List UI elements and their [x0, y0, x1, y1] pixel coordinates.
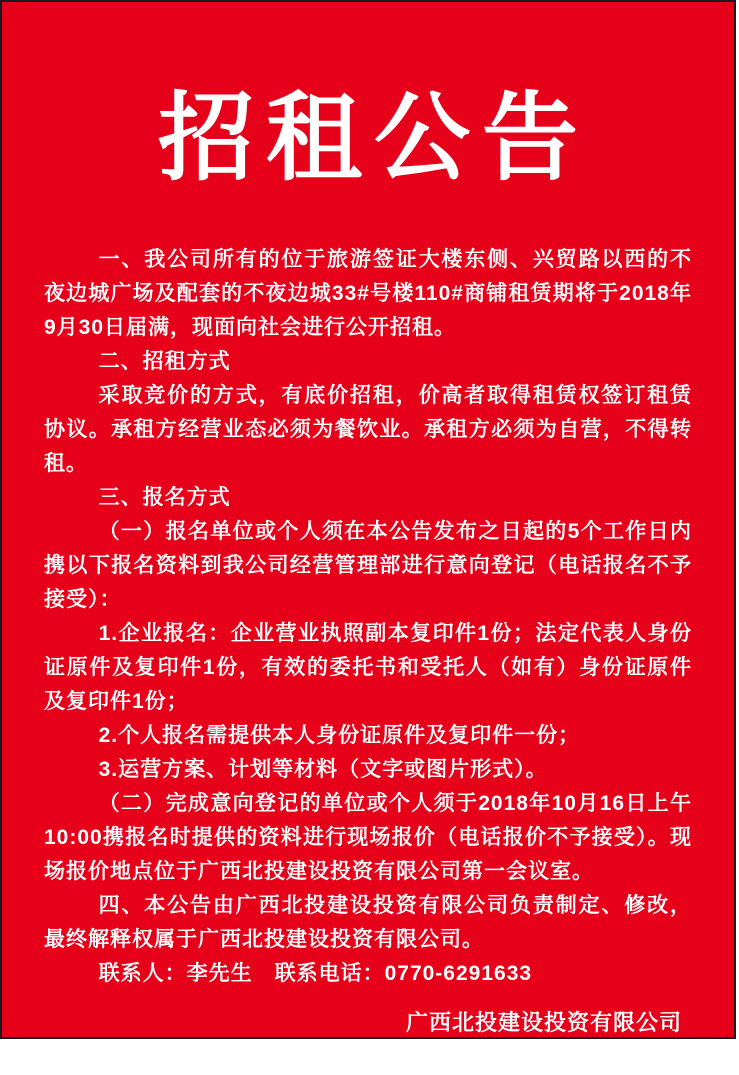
contact-line: 联系人：李先生 联系电话：0770-6291633: [98, 962, 533, 986]
para-rental-method: 采取竞价的方式，有底价招租，价高者取得租赁权签订租赁协议。承租方经营业态必须为餐饮业。承租方必须为自营，不得转租。: [44, 384, 692, 476]
poster-body: [2, 243, 734, 957]
para-registration-intro: （一）报名单位或个人须在本公告发布之日起的5个工作日内携以下报名资料到我公司经营管理部进行意向登记（电话报名不予接受）：: [44, 520, 692, 612]
para-interpretation-rights: 四、本公告由广西北投建设投资有限公司负责制定、修改，最终解释权属于广西北投建设投资有限公司。: [44, 894, 692, 952]
poster-title: 招租公告: [158, 81, 590, 194]
signature-company: 广西北投建设投资有限公司: [405, 1010, 682, 1036]
heading-registration-method: 三、报名方式: [98, 486, 231, 510]
item-operation-plan: 3.运营方案、计划等材料（文字或图片形式）。: [98, 758, 548, 782]
item-individual-registration: 2.个人报名需提供本人身份证原件及复印件一份；: [98, 724, 581, 748]
heading-rental-method: 二、招租方式: [98, 350, 231, 374]
signature-block: [406, 1005, 682, 1075]
para-onsite-bidding: （二）完成意向登记的单位或个人须于2018年10月16日上午10:00携报名时提供的资料进行现场报价（电话报价不予接受）。现场报价地点位于广西北投建设投资有限公司第一会议室。: [44, 792, 692, 884]
para-property-info: 一、我公司所有的位于旅游签证大楼东侧、兴贸路以西的不夜边城广场及配套的不夜边城33#号楼110#商铺租赁期将于2018年9月30日届满，现面向社会进行公开招租。: [44, 248, 692, 340]
item-enterprise-registration: 1.企业报名：企业营业执照副本复印件1份；法定代表人身份证原件及复印件1份，有效的委托书和受托人（如有）身份证原件及复印件1份；: [44, 622, 692, 714]
signature-date: 2018年9月30日: [463, 1045, 625, 1071]
